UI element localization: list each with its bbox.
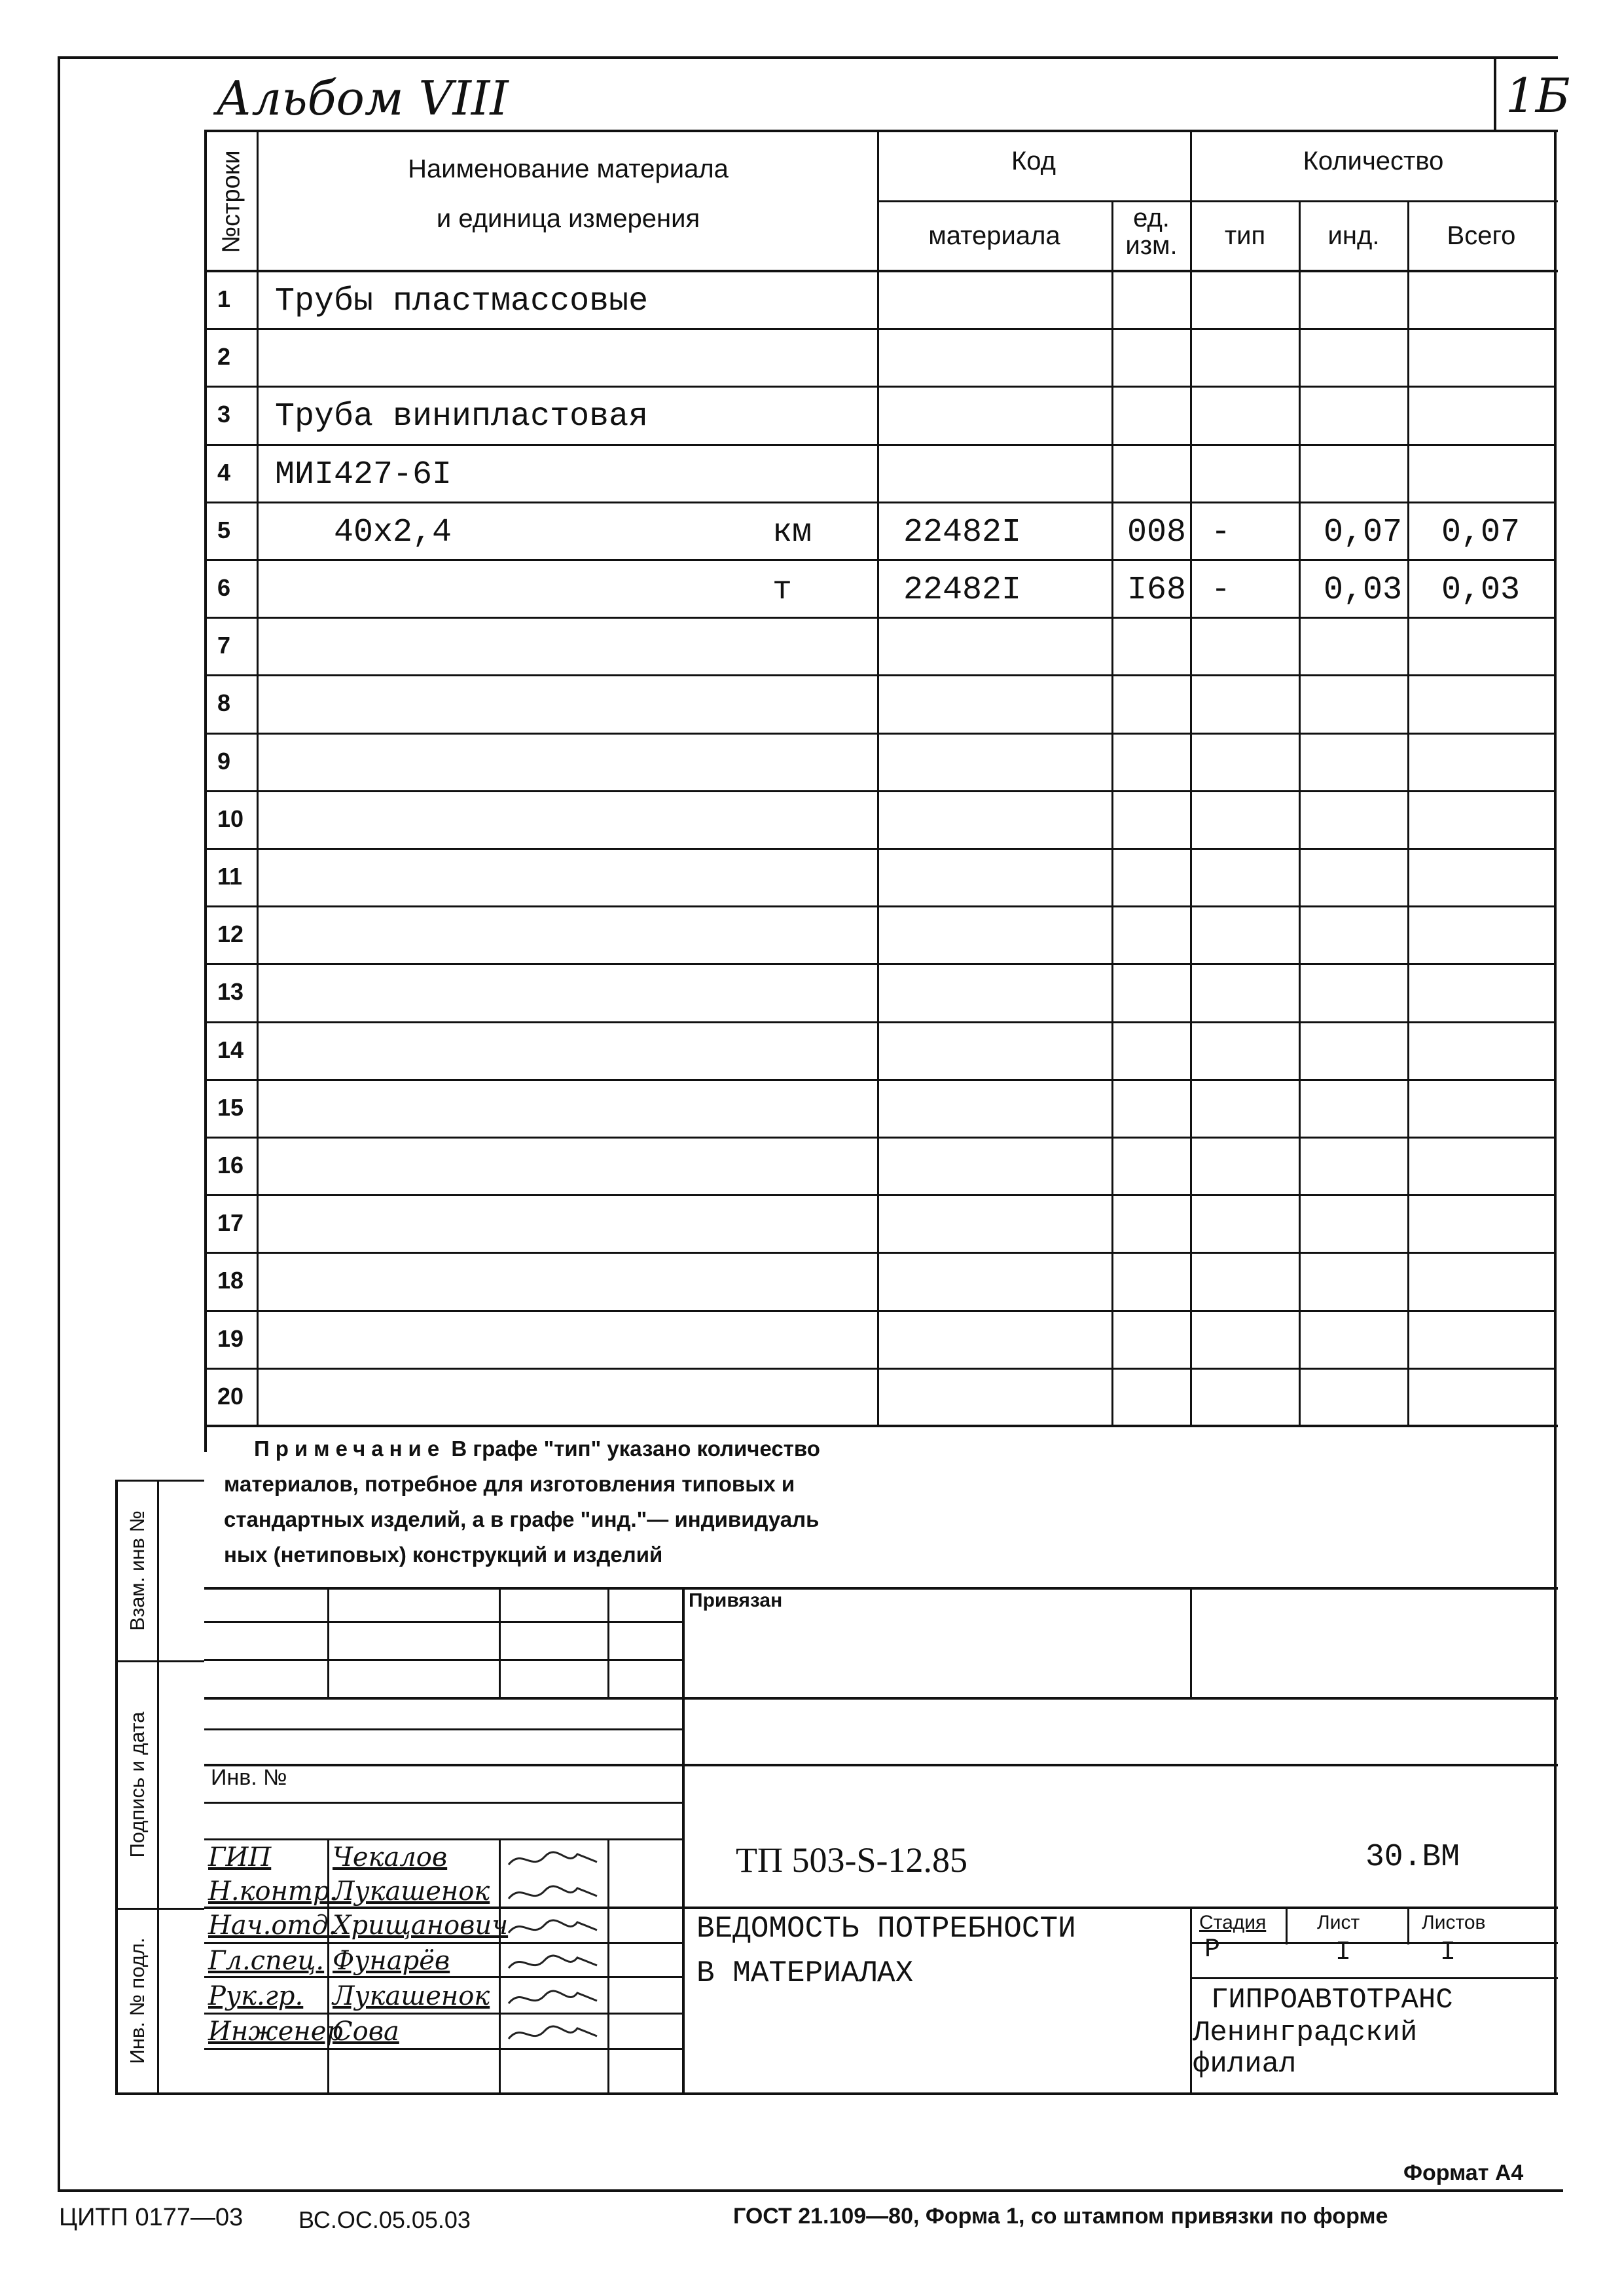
sheet-value: I: [1335, 1938, 1352, 1967]
row-line: [204, 905, 1557, 907]
sheets-label: Листов: [1422, 1912, 1486, 1933]
header-bottom-line: [204, 270, 1558, 272]
row-number: 1: [217, 285, 231, 312]
stamp-col-sheets: [1407, 1907, 1409, 1944]
stage-value: Р: [1204, 1935, 1221, 1965]
note-line1: [254, 1436, 820, 1461]
type-header: тип: [1224, 221, 1266, 250]
ind-header: инд.: [1327, 221, 1380, 250]
row-line: [204, 1252, 1557, 1254]
row-type: -: [1211, 572, 1231, 609]
row-code: 22482I: [903, 572, 1022, 609]
signer-name: Лукашенок: [333, 1876, 490, 1907]
quantity-header: Количество: [1303, 147, 1444, 175]
row-number: 14: [217, 1036, 244, 1063]
signature-mark: [505, 1913, 604, 1943]
privyazan-label: Привязан: [689, 1590, 783, 1611]
table-unit-line: [1111, 200, 1113, 1426]
code-header: Код: [1011, 147, 1056, 175]
stamp-bottom-line: [115, 2092, 1558, 2095]
row-name: Труба винипластовая: [275, 398, 649, 436]
footer-line: [58, 2189, 1563, 2192]
note-line1-rest: В графе "тип" указано количество: [445, 1436, 820, 1461]
sheet-corner-number: 1Б: [1506, 68, 1570, 123]
vzam-label: Взам. инв №: [126, 1510, 149, 1631]
format-label: Формат А4: [1403, 2161, 1524, 2185]
row-line: [204, 1310, 1557, 1312]
row-name: МИI427-6I: [275, 456, 452, 494]
podpis-label-box: [118, 1662, 157, 1908]
note-line2: материалов, потребное для изготовления типовых и: [224, 1472, 795, 1496]
row-number: 7: [217, 632, 231, 659]
row-line: [204, 1194, 1557, 1196]
table-total-line: [1407, 200, 1409, 1426]
signer-name: Чекалов: [333, 1842, 448, 1872]
stamp-line-3: [204, 1659, 683, 1661]
stamp-col-main: [682, 1587, 685, 2094]
row-number: 5: [217, 516, 231, 543]
row-unit-label: км: [772, 513, 812, 551]
stamp-line-13: [204, 2048, 683, 2050]
podpis-label: Подпись и дата: [126, 1711, 149, 1858]
stamp-col-sheet: [1286, 1907, 1288, 1944]
stamp-line-8: [204, 1838, 683, 1840]
stamp-stage-line: [1190, 1942, 1558, 1944]
row-number: 18: [217, 1267, 244, 1294]
row-ind: 0,07: [1323, 513, 1402, 551]
row-number-header-text: №строки: [217, 150, 245, 253]
doc-title-2: В МАТЕРИАЛАХ: [696, 1956, 914, 1990]
name-header-line1: Наименование материала: [408, 155, 729, 183]
sheet-label: Лист: [1317, 1912, 1360, 1933]
signer-role: Н.контр.: [208, 1876, 338, 1907]
signature-mark: [505, 1984, 604, 2014]
note-line3: стандартных изделий, а в графе "инд."— индивидуаль: [224, 1507, 820, 1531]
note-line4: ных (нетиповых) конструкций и изделий: [224, 1542, 663, 1567]
row-number: 11: [217, 863, 243, 890]
doc-suffix: 30.ВМ: [1365, 1840, 1460, 1875]
stamp-line-11: [204, 1976, 683, 1978]
unit-header: [1113, 204, 1190, 259]
stamp-col-3b: [607, 1838, 609, 2094]
org-name-2: Ленинградский: [1193, 2016, 1418, 2049]
row-unit-label: т: [772, 572, 793, 609]
inv-label: Инв. № подл.: [126, 1937, 149, 2064]
signer-role: Рук.гр.: [208, 1981, 304, 2011]
vzam-label-box: [118, 1481, 157, 1660]
row-number: 4: [217, 458, 231, 486]
stamp-col-2b: [499, 1838, 501, 2094]
row-number-header: [208, 135, 255, 268]
row-number: 9: [217, 747, 231, 775]
org-name-1: ГИПРОАВТОТРАНС: [1211, 1984, 1453, 2016]
row-number: 19: [217, 1324, 244, 1352]
inv-label-box: [118, 1909, 157, 2092]
table-ind-line: [1299, 200, 1301, 1426]
table-top-line: [204, 130, 1558, 132]
row-line: [204, 733, 1557, 735]
row-line: [204, 386, 1557, 388]
stamp-col-title: [1190, 1907, 1192, 2094]
row-code: 22482I: [903, 513, 1022, 551]
note-top-line: [204, 1425, 1558, 1427]
frame-left-border: [58, 56, 60, 2191]
row-name: Трубы пластмассовые: [275, 283, 649, 320]
unit-header-text2: изм.: [1125, 231, 1178, 260]
signature-mark: [505, 1879, 604, 1909]
row-unit-code: I68: [1127, 572, 1186, 609]
row-line: [204, 1021, 1557, 1023]
footer-left-code: ЦИТП 0177—03: [59, 2204, 244, 2231]
table-code-line: [877, 130, 879, 1426]
stamp-line-7: [204, 1802, 683, 1804]
footer-mid-code: ВС.ОС.05.05.03: [298, 2206, 471, 2233]
signature-mark: [505, 1948, 604, 1979]
signer-role: Гл.спец.: [208, 1946, 325, 1976]
row-number: 13: [217, 978, 244, 1006]
album-label: Альбом VIII: [216, 71, 509, 126]
signer-name: Сова: [333, 2016, 399, 2047]
unit-header-text1: ед.: [1133, 204, 1170, 232]
row-line: [204, 617, 1557, 619]
row-line: [204, 559, 1557, 561]
row-number: 2: [217, 343, 231, 371]
row-line: [204, 444, 1557, 446]
row-ind: 0,03: [1323, 572, 1402, 609]
corner-box-divider: [1494, 56, 1496, 132]
row-number: 12: [217, 921, 244, 948]
footer-gost: ГОСТ 21.109—80, Форма 1, со штампом привязки по форме: [733, 2204, 1388, 2229]
material-header: материала: [928, 221, 1060, 250]
stamp-line-4: [204, 1697, 1558, 1700]
doc-code: ТП 503-S-12.85: [736, 1840, 967, 1880]
row-line: [204, 790, 1557, 792]
signer-role: Инженер: [208, 2016, 343, 2047]
signer-name: Хрищанович: [333, 1910, 509, 1941]
stamp-line-10: [204, 1942, 683, 1944]
row-name: 40х2,4: [334, 513, 452, 551]
stamp-line-9: [204, 1907, 1558, 1909]
row-type: -: [1211, 513, 1231, 551]
row-number: 3: [217, 401, 231, 428]
stamp-line-2: [204, 1621, 683, 1623]
row-line: [204, 848, 1557, 850]
row-unit-code: 008: [1127, 513, 1186, 551]
row-line: [204, 328, 1557, 330]
row-line: [204, 502, 1557, 503]
row-line: [204, 674, 1557, 676]
side-strip-mid: [157, 1480, 159, 2095]
row-total: 0,07: [1441, 513, 1520, 551]
row-number: 15: [217, 1093, 244, 1121]
total-header: Всего: [1447, 221, 1516, 250]
stamp-col-2: [499, 1587, 501, 1698]
frame-top-border: [58, 56, 1558, 59]
inv-no-label: Инв. №: [211, 1765, 287, 1790]
stamp-col-3: [607, 1587, 609, 1698]
signer-role: ГИП: [208, 1842, 272, 1872]
stamp-stage-line2: [1190, 1977, 1558, 1979]
row-number: 10: [217, 805, 244, 832]
stamp-col-privyazan: [1190, 1587, 1192, 1698]
row-number: 17: [217, 1209, 244, 1237]
stage-label: Стадия: [1199, 1912, 1267, 1933]
stamp-col-1: [327, 1587, 329, 1698]
signer-name: Фунарёв: [333, 1946, 450, 1976]
row-total: 0,03: [1441, 572, 1520, 609]
note-lead: Примечание: [254, 1436, 446, 1461]
row-line: [204, 1079, 1557, 1081]
stamp-line-6: [204, 1764, 1558, 1766]
table-rownum-line: [257, 130, 259, 1426]
sheets-value: I: [1440, 1938, 1456, 1967]
row-line: [204, 963, 1557, 965]
table-right-line: [1554, 130, 1557, 2094]
signer-role: Нач.отд.: [208, 1910, 337, 1941]
row-number: 6: [217, 574, 231, 601]
row-number: 16: [217, 1152, 244, 1178]
signer-name: Лукашенок: [333, 1981, 490, 2011]
row-number: 20: [217, 1382, 244, 1410]
stamp-line-12: [204, 2013, 683, 2015]
name-header-line2: и единица измерения: [436, 204, 700, 233]
org-name-3: филиал: [1193, 2048, 1297, 2081]
stamp-top-line: [204, 1587, 1558, 1590]
row-line: [204, 1368, 1557, 1370]
signature-mark: [505, 1845, 604, 1875]
header-sub-line: [877, 200, 1558, 202]
row-line: [204, 1137, 1557, 1139]
row-number: 8: [217, 689, 231, 717]
stamp-line-5: [204, 1728, 683, 1730]
table-qty-line: [1190, 130, 1192, 1426]
signature-mark: [505, 2019, 604, 2049]
doc-title-1: ВЕДОМОСТЬ ПОТРЕБНОСТИ: [696, 1912, 1076, 1946]
